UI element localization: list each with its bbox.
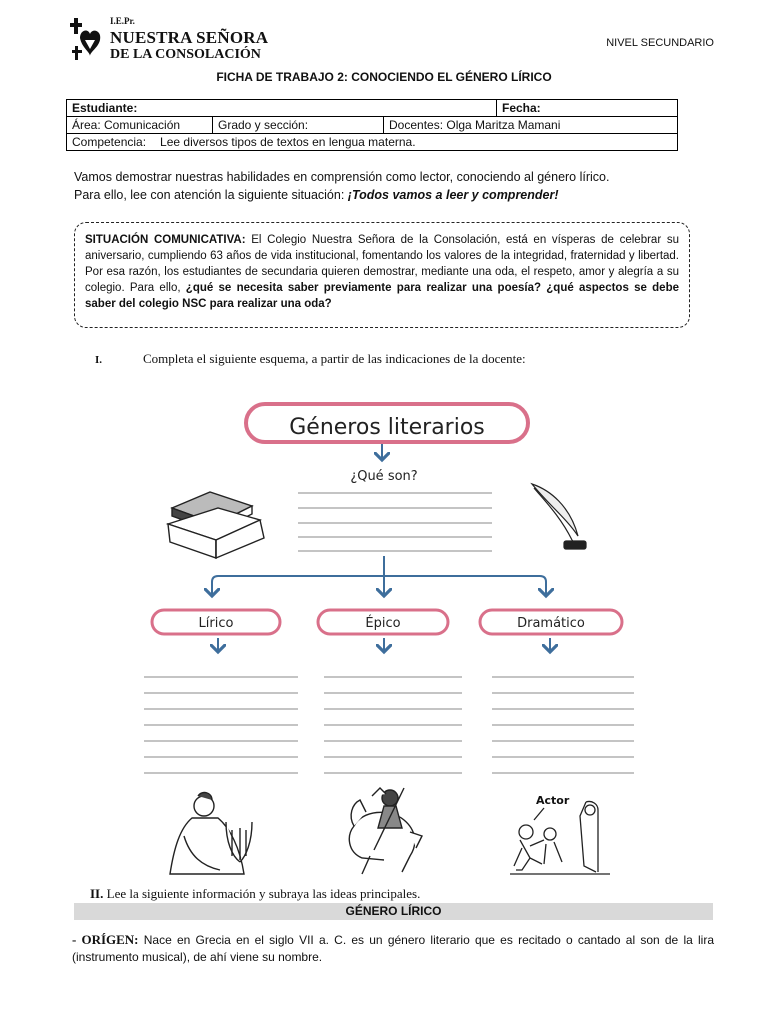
teachers-cell: Docentes: Olga Maritza Mamani (384, 117, 678, 134)
quill-icon (532, 484, 586, 549)
literary-genres-scheme (140, 396, 640, 886)
scheme-question: ¿Qué son? (350, 469, 418, 484)
student-field[interactable]: Estudiante: (67, 100, 497, 117)
situation-questions: ¿qué se necesita saber previamente para realizar una poesía? ¿qué aspectos se debe saber del colegio NSC para realizar una oda? (85, 282, 679, 310)
intro-line-2: Para ello, lee con atención la siguiente situación: ¡Todos vamos a leer y comprender! (74, 188, 559, 202)
intro-emphasis: ¡Todos vamos a leer y comprender! (347, 188, 559, 202)
intro-line-1: Vamos demostrar nuestras habilidades en comprensión como lector, conociendo al género lírico. (74, 170, 610, 184)
section-1-instruction: I. Completa el siguiente esquema, a partir de las indicaciones de la docente: (95, 351, 526, 366)
actor-illustration (510, 794, 610, 874)
student-info-table (66, 99, 678, 151)
section-1-number: I. (95, 354, 103, 366)
date-field[interactable]: Fecha: (497, 100, 678, 117)
svg-text:Lírico: Lírico (198, 616, 234, 631)
svg-text:Dramático: Dramático (517, 616, 585, 631)
origin-paragraph (72, 931, 714, 966)
genre-epico (318, 610, 448, 634)
genre-arrows (218, 638, 550, 652)
knight-on-horse-icon (349, 788, 422, 874)
intro-paragraph (74, 168, 694, 204)
actor-label: Actor (536, 794, 570, 807)
origin-text: Nace en Grecia en el siglo VII a. C. es un género literario que es recitado o cantado al son de la lira (instrumento musical), de ahí viene su nombre. (72, 933, 714, 964)
genre-lirico-heading: GÉNERO LÍRICO (74, 903, 713, 920)
genre-dramatico (480, 610, 622, 634)
genre-connectors (212, 556, 546, 596)
svg-text:Épico: Épico (365, 616, 401, 631)
school-logo (68, 14, 288, 64)
answer-lines-genres[interactable] (144, 677, 634, 773)
area-cell: Área: Comunicación (67, 117, 213, 134)
genre-lirico (152, 610, 280, 634)
section-2-instruction: II. Lee la siguiente información y subraya las ideas principales. (90, 886, 421, 901)
competence-value: Lee diversos tipos de textos en lengua materna. (160, 135, 416, 149)
school-prefix: I.E.Pr. (110, 16, 135, 26)
school-name-line-1: NUESTRA SEÑORA (110, 28, 269, 47)
worksheet-title: FICHA DE TRABAJO 2: CONOCIENDO EL GÉNERO LÍRICO (216, 70, 552, 84)
section-2-number: II. (90, 886, 104, 901)
school-name-line-2: DE LA CONSOLACIÓN (110, 47, 261, 62)
competence-label: Competencia: (72, 135, 147, 149)
school-crest-icon (70, 16, 104, 62)
grade-field[interactable]: Grado y sección: (213, 117, 384, 134)
situation-text: El Colegio Nuestra Señora de la Consolación, está en vísperas de celebrar su aniversario, cumpliendo 63 años de vida institucional, fomentando los valores de la integridad, fraternidad y libertad. Por esa razón, los estudiantes de secundaria quieren demostrar, mediante una oda, el respeto, amor y alegría a su colegio. Para ello, (85, 234, 680, 294)
competence-cell (67, 134, 678, 151)
situation-box (74, 222, 690, 328)
situation-label: SITUACIÓN COMUNICATIVA: (85, 234, 246, 246)
level-label: NIVEL SECUNDARIO (606, 37, 714, 49)
origin-label: - ORÍGEN: (72, 932, 139, 947)
answer-lines-definition[interactable] (298, 493, 492, 551)
books-icon (168, 492, 264, 558)
scheme-title: Géneros literarios (289, 415, 485, 440)
lyre-player-icon (170, 793, 252, 874)
